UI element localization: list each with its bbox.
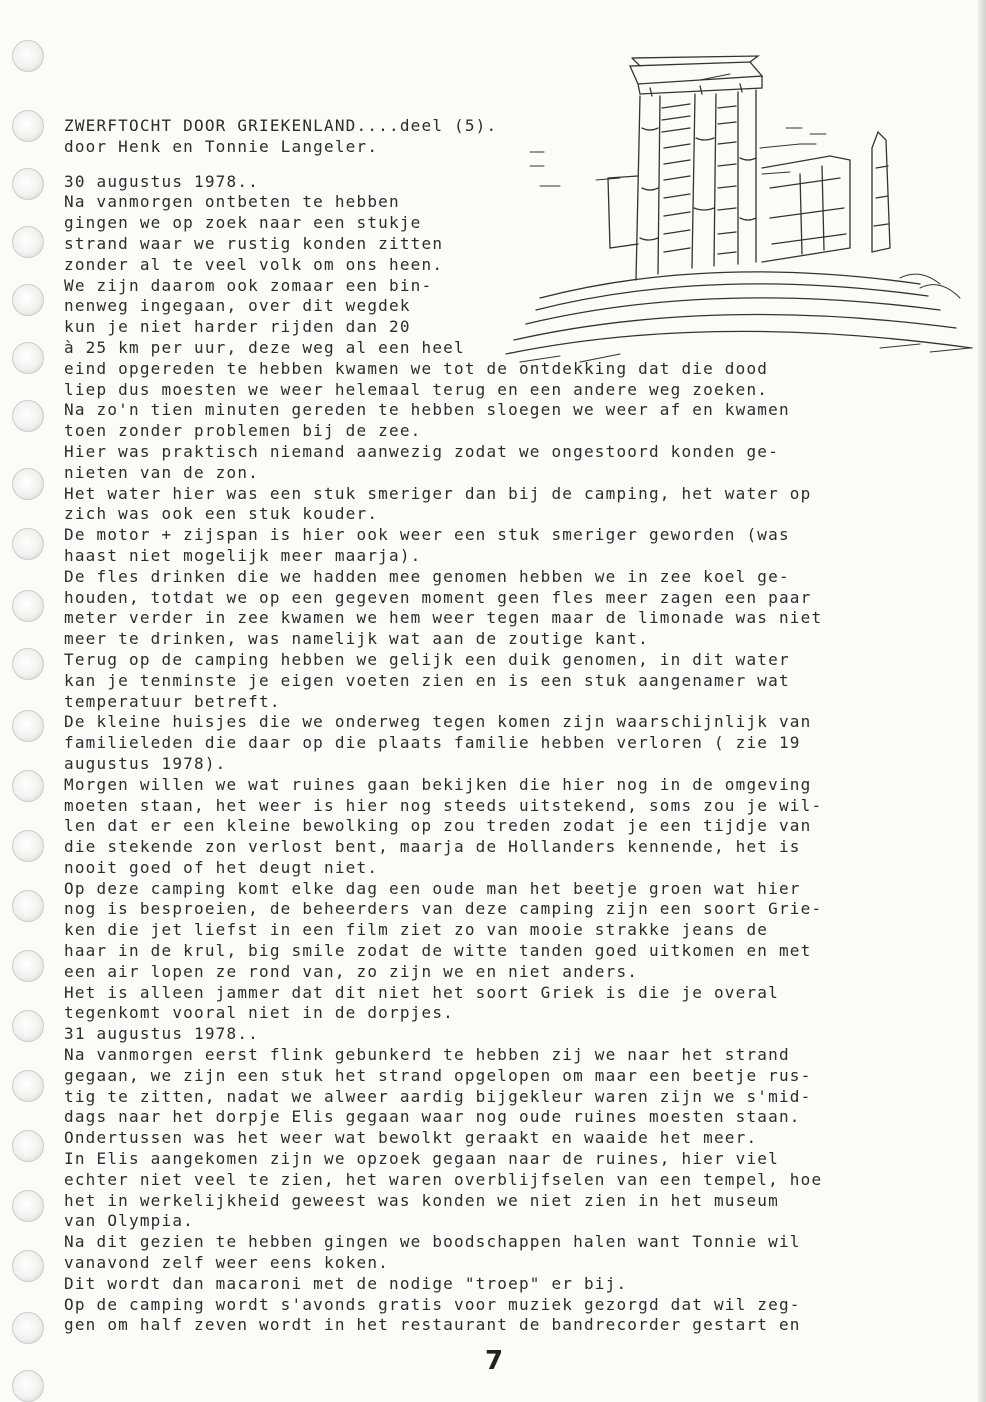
binder-hole — [12, 528, 44, 560]
text-line: tegenkomt vooral niet in de dorpjes. — [64, 1003, 454, 1023]
article-text — [64, 116, 944, 1336]
text-line: Het is alleen jammer dat dit niet het soort Griek is die je overal — [64, 982, 779, 1002]
text-line: echter niet veel te zien, het waren overblijfselen van een tempel, hoe — [64, 1169, 823, 1189]
text-line: die stekende zon verlost bent, maarja de Hollanders kennende, het is — [64, 837, 801, 857]
text-line: toen zonder problemen bij de zee. — [64, 421, 422, 441]
text-line: De kleine huisjes die we onderweg tegen komen zijn waarschijnlijk van — [64, 712, 812, 732]
text-line: ken die jet liefst in een film ziet zo van mooie strakke jeans de — [64, 920, 769, 940]
text-line: Na vanmorgen eerst flink gebunkerd te hebben zij we naar het strand — [64, 1045, 790, 1065]
text-line: strand waar we rustig konden zitten — [64, 233, 444, 253]
text-line: een air lopen ze rond van, zo zijn we en niet anders. — [64, 961, 639, 981]
text-line: gen om half zeven wordt in het restaurant de bandrecorder gestart en — [64, 1315, 801, 1335]
text-line: haar in de krul, big smile zodat de witte tanden goed uitkomen en met — [64, 941, 812, 961]
article-author: door Henk en Tonnie Langeler. — [64, 136, 379, 156]
text-line: augustus 1978). — [64, 753, 227, 773]
text-line: In Elis aangekomen zijn we opzoek gegaan naar de ruines, hier viel — [64, 1149, 779, 1169]
text-line: temperatuur betreft. — [64, 691, 281, 711]
binder-hole — [12, 40, 44, 72]
binder-hole — [12, 1250, 44, 1282]
text-line: meer te drinken, was namelijk wat aan de zoutige kant. — [64, 629, 649, 649]
page-number: 7 — [485, 1346, 504, 1376]
text-line: Na zo'n tien minuten gereden te hebben sloegen we weer af en kwamen — [64, 400, 790, 420]
text-line: kan je tenminste je eigen voeten zien en is een stuk aangenamer wat — [64, 670, 790, 690]
binder-hole — [12, 1070, 44, 1102]
binder-hole — [12, 226, 44, 258]
text-line: van Olympia. — [64, 1211, 194, 1231]
text-line: Na vanmorgen ontbeten te hebben — [64, 192, 400, 212]
binder-hole — [12, 710, 44, 742]
text-line: zich was ook een stuk kouder. — [64, 504, 379, 524]
binder-hole — [12, 890, 44, 922]
text-line: haast niet mogelijk meer maarja). — [64, 545, 422, 565]
text-line: houden, totdat we op een gegeven moment geen fles meer zagen een paar — [64, 587, 812, 607]
binder-hole — [12, 1190, 44, 1222]
binder-hole — [12, 284, 44, 316]
binder-hole — [12, 468, 44, 500]
text-line: tig te zitten, nadat we alweer aardig bijgekleur waren zijn we s'mid- — [64, 1086, 812, 1106]
text-line: nooit goed of het deugt niet. — [64, 857, 379, 877]
text-line: kun je niet harder rijden dan 20 — [64, 317, 411, 337]
binder-hole — [12, 168, 44, 200]
text-line: 30 augustus 1978.. — [64, 171, 259, 191]
text-line: het in werkelijkheid geweest was konden we niet zien in het museum — [64, 1190, 779, 1210]
text-line: Op de camping wordt s'avonds gratis voor muziek gezorgd dat wil zeg- — [64, 1294, 801, 1314]
text-line: eind opgereden te hebben kwamen we tot de ontdekking dat die dood — [64, 358, 769, 378]
text-line: dags naar het dorpje Elis gegaan waar nog oude ruines moesten staan. — [64, 1107, 801, 1127]
text-line: Hier was praktisch niemand aanwezig zodat we ongestoord konden ge- — [64, 441, 779, 461]
binder-hole — [12, 1370, 44, 1402]
text-line: nenweg ingegaan, over dit wegdek — [64, 296, 411, 316]
text-line: nog is besproeien, de beheerders van deze camping zijn een soort Grie- — [64, 899, 823, 919]
spacer — [64, 158, 944, 172]
text-line: vanavond zelf weer eens koken. — [64, 1253, 389, 1273]
text-line: len dat er een kleine bewolking op zou treden zodat je een tijdje van — [64, 816, 812, 836]
text-line: liep dus moesten we weer helemaal terug en een andere weg zoeken. — [64, 379, 769, 399]
text-line: 31 augustus 1978.. — [64, 1024, 259, 1044]
text-line: à 25 km per uur, deze weg al een heel — [64, 337, 465, 357]
text-line: meter verder in zee kwamen we hem weer tegen maar de limonade was niet — [64, 608, 823, 628]
binder-hole — [12, 950, 44, 982]
text-line: zonder al te veel volk om ons heen. — [64, 254, 444, 274]
text-line: gingen we op zoek naar een stukje — [64, 213, 422, 233]
page-edge — [978, 0, 986, 1402]
text-line: Morgen willen we wat ruines gaan bekijken die hier nog in de omgeving — [64, 774, 812, 794]
binder-hole — [12, 770, 44, 802]
binder-hole — [12, 1130, 44, 1162]
text-line: moeten staan, het weer is hier nog steeds uitstekend, soms zou je wil- — [64, 795, 823, 815]
text-line: De motor + zijspan is hier ook weer een stuk smeriger geworden (was — [64, 525, 790, 545]
binder-hole — [12, 830, 44, 862]
text-line: Dit wordt dan macaroni met de nodige "troep" er bij. — [64, 1273, 628, 1293]
binder-hole — [12, 1010, 44, 1042]
text-line: De fles drinken die we hadden mee genomen hebben we in zee koel ge- — [64, 566, 790, 586]
binder-hole — [12, 590, 44, 622]
binder-hole — [12, 110, 44, 142]
text-line: nieten van de zon. — [64, 462, 259, 482]
binder-hole — [12, 648, 44, 680]
binder-hole — [12, 400, 44, 432]
text-line: We zijn daarom ook zomaar een bin- — [64, 275, 433, 295]
article-title: ZWERFTOCHT DOOR GRIEKENLAND....deel (5). — [64, 116, 498, 135]
binder-holes — [0, 0, 60, 1402]
text-line: Ondertussen was het weer wat bewolkt geraakt en waaide het meer. — [64, 1128, 758, 1148]
text-line: Terug op de camping hebben we gelijk een duik genomen, in dit water — [64, 649, 790, 669]
text-line: familieleden die daar op die plaats familie hebben verloren ( zie 19 — [64, 733, 801, 753]
binder-hole — [12, 342, 44, 374]
text-line: Op deze camping komt elke dag een oude man het beetje groen wat hier — [64, 878, 801, 898]
text-line: gegaan, we zijn een stuk het strand opgelopen om maar een beetje rus- — [64, 1065, 812, 1085]
text-line: Het water hier was een stuk smeriger dan bij de camping, het water op — [64, 483, 812, 503]
text-line: Na dit gezien te hebben gingen we boodschappen halen want Tonnie wil — [64, 1232, 801, 1252]
binder-hole — [12, 1312, 44, 1344]
